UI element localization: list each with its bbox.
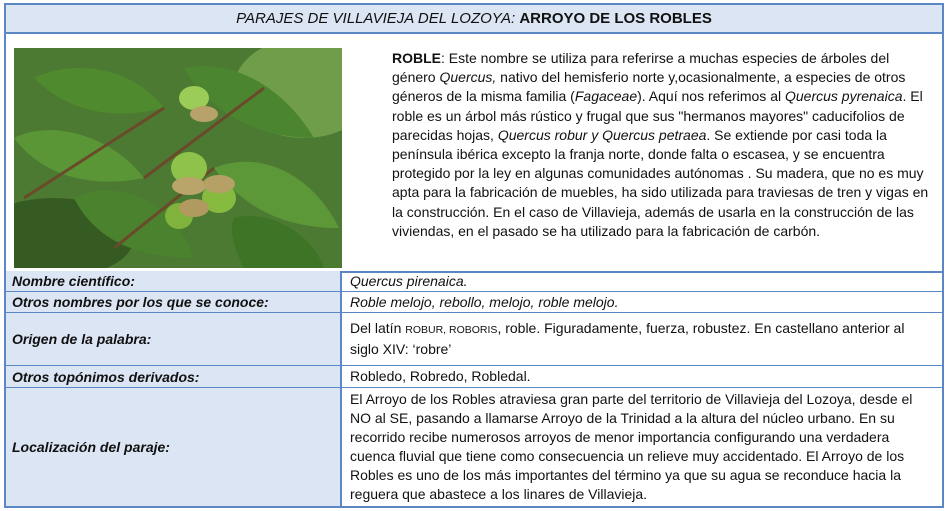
description-italic: Fagaceae [574,88,638,105]
row-location [6,388,942,506]
description-italic: Quercus robur y Quercus petraea [497,126,707,143]
row-value: Robledo, Robredo, Robledal. [350,368,531,384]
row-label: Origen de la palabra: [6,313,342,365]
description-part: ). Aquí nos referimos al [637,88,785,105]
description-part: . El roble es un árbol más rústico y frugal que sus "hermanos mayores" caducifolios de parecidas hojas, [392,88,923,143]
row-label: Localización del paraje: [6,388,342,506]
oak-photo [14,48,342,268]
row-value: Roble melojo, rebollo, melojo, roble melojo. [350,293,619,310]
description-italic: Quercus, [439,69,497,86]
row-word-origin [6,313,942,366]
description-part: . Se extiende por casi toda la península ibérica excepto la franja norte, donde falta o escasea, y se encuentra protegido por la ley en algunas comunidades autónomas . Su madera, que no es muy apta para la fabricación de muebles, ha sido utilizada para traviesas de tren y vigas en la construcción. En el caso de Villavieja, además de usarla en la construcción de las viviendas, en el pasado se ha utilizado para la fabricación de carbón. [392,126,929,239]
description-text [392,49,936,241]
row-other-names [6,292,942,313]
row-label: Otros nombres por los que se conoce: [6,292,342,312]
description-italic: Quercus pyrenaica [784,88,903,105]
description-part: nativo del hemisferio norte y,ocasionalmente, a especies de otros géneros de la misma familia ( [392,69,906,105]
row-derived-toponyms [6,366,942,388]
intro-row [6,34,942,273]
row-scientific-name [6,271,942,292]
title-prefix: PARAJES DE VILLAVIEJA DEL LOZOYA: [236,10,516,27]
row-label: Nombre científico: [6,271,342,291]
value-part: Del latín [350,320,406,336]
row-value [342,313,942,365]
page-title [6,5,942,34]
description-part: : Este nombre se utiliza para referirse a muchas especies de árboles del género [392,50,890,86]
row-label: Otros topónimos derivados: [6,366,342,387]
row-value-text [350,319,936,359]
value-latin: ROBUR, ROBORIS [405,324,498,336]
value-part: , roble. Figuradamente, fuerza, robustez. En castellano anterior al siglo XIV: ‘robre’ [350,320,905,357]
title-name: ARROYO DE LOS ROBLES [519,10,712,27]
info-sheet [4,3,944,508]
description-term: ROBLE [392,50,441,66]
row-value: El Arroyo de los Robles atraviesa gran parte del territorio de Villavieja del Lozoya, desde el NO al SE, pasando a llamarse Arroyo de la Trinidad a la altura del núcleo urbano. En su recorrido recibe numerosos arroyos de menor importancia configurando una verdadera cuenca fluvial que tiene como consecuencia un relieve muy accidentado. El Arroyo de los Robles es uno de los más importantes del término ya que su agua se reconduce hacia la reguera que abastece a los linares de Villavieja. [350,391,913,502]
row-value: Quercus pirenaica. [350,272,468,289]
oak-leaves-acorns-image [14,48,342,268]
